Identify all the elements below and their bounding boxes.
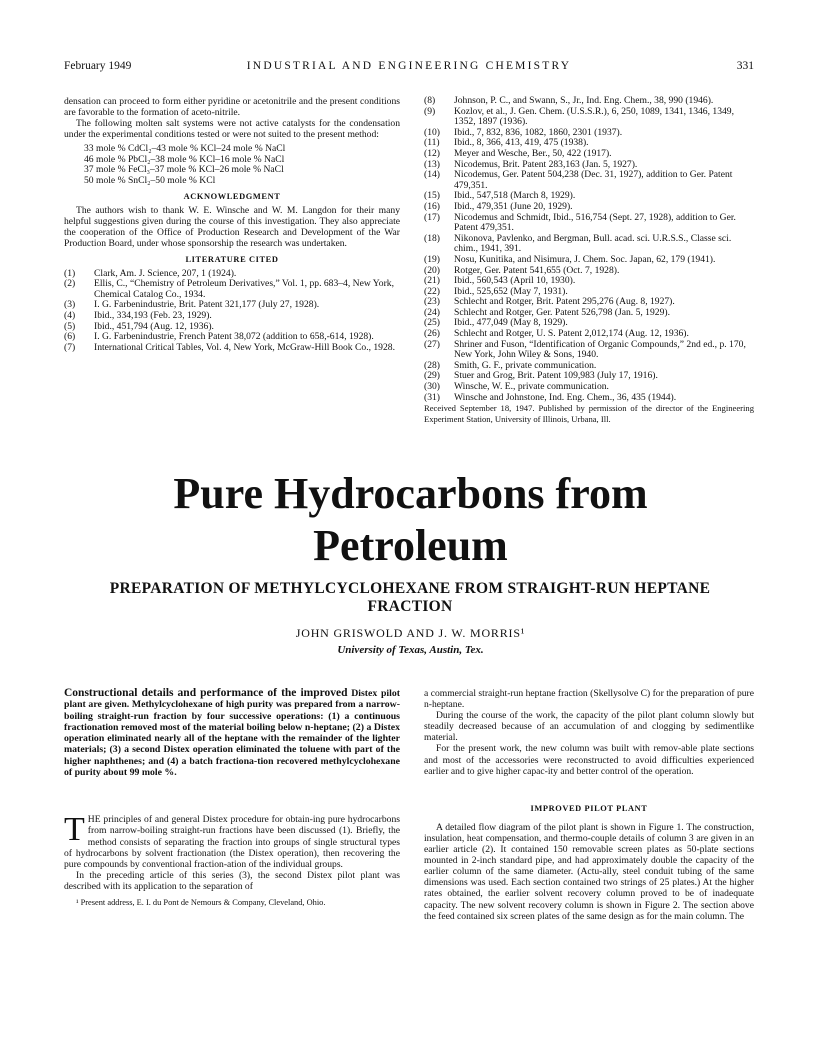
reference-text: Shriner and Fuson, “Identification of Organic Compounds,” 2nd ed., p. 170, New York, John Wiley & Sons, 1940. [454, 338, 746, 361]
reference-text: Ibid., 560,543 (April 10, 1930). [454, 275, 576, 287]
body-paragraph: During the course of the work, the capacity of the pilot plant column slowly but steadily decreased because of an accumulation of and clogging by sedimentlike material. [424, 710, 754, 744]
salt-system: 50 mole % SnCl₂–50 mole % KCl [84, 174, 216, 186]
salt-system: 33 mole % CdCl₂–43 mole % KCl–24 mole % NaCl [84, 143, 286, 155]
reference-number: (23) [424, 296, 440, 308]
reference-number: (5) [64, 320, 76, 332]
reference-number: (27) [424, 338, 440, 350]
reference-item [424, 107, 754, 128]
header-page-number: 331 [736, 60, 754, 72]
intro-body-text: HE principles of and general Distex procedure for obtain-ing pure hydrocarbons from narrow-boiling straight-run fractions have been discussed (1). Briefly, the method consists of separating the fraction into groups of single structural types of hydrocarbons by solvent fractionation (the Distex operation), then recovering the pure compounds by conventional fraction-ation of the individual groups. [64, 814, 400, 870]
reference-text: Johnson, P. C., and Swann, S., Jr., Ind. Eng. Chem., 38, 990 (1946). [454, 95, 714, 106]
article-title-line2: Petroleum [313, 521, 508, 570]
reference-item [424, 393, 754, 404]
salt-system: 46 mole % PbCl₂–38 mole % KCl–16 mole % NaCl [84, 153, 285, 165]
reference-text: Ibid., 334,193 (Feb. 23, 1929). [94, 309, 212, 321]
reference-text: Winsche and Johnstone, Ind. Eng. Chem., 36, 435 (1944). [454, 391, 677, 403]
reference-number: (30) [424, 381, 440, 393]
reference-item [64, 279, 400, 300]
reference-text: Ibid., 479,351 (June 20, 1929). [454, 200, 573, 212]
reference-text: Winsche, W. E., private communication. [454, 381, 609, 393]
header-date: February 1949 [64, 60, 132, 72]
reference-text: Schlecht and Rotger, Brit. Patent 295,276 (Aug. 8, 1927). [454, 296, 675, 308]
reference-number: (3) [64, 299, 76, 311]
reference-number: (12) [424, 147, 440, 159]
reference-text: Ibid., 451,794 (Aug. 12, 1936). [94, 320, 214, 332]
reference-text: Nicodemus, Brit. Patent 283,163 (Jan. 5, 1927). [454, 158, 638, 170]
reference-text: Ibid., 525,652 (May 7, 1931). [454, 285, 568, 297]
reference-text: Nikonova, Pavlenko, and Bergman, Bull. acad. sci. U.R.S.S., Classe sci. chim., 1941, 391. [454, 232, 732, 255]
abstract-body: Distex pilot plant are given. Methylcyclohexane of high purity was prepared from a narrow-boiling straight-run fraction by four successive operations: (1) a continuous fractionation removed most of the material boiling below n-heptane; (2) a Distex operation eliminated nearly all of the heptane with the remainder of the lighter materials; (3) a second Distex operation eliminated the toluene with part of the higher naphthenes; and (4) a batch fractiona-tion recovered methylcyclohexane of purity about 99 mole %. [64, 688, 400, 779]
running-header [64, 60, 754, 80]
reference-number: (13) [424, 158, 440, 170]
reference-text: Stuer and Grog, Brit. Patent 109,983 (July 17, 1916). [454, 370, 658, 382]
reference-text: Clark, Am. J. Science, 207, 1 (1924). [94, 267, 237, 279]
reference-list-left [64, 269, 400, 354]
article-subtitle: PREPARATION OF METHYLCYCLOHEXANE FROM STRAIGHT-RUN HEPTANE FRACTION [109, 580, 711, 615]
reference-number: (20) [424, 264, 440, 276]
reference-text: I. G. Farbenindustrie, French Patent 38,072 (addition to 658,-614, 1928). [94, 331, 374, 343]
footnote: ¹ Present address, E. I. du Pont de Nemours & Company, Cleveland, Ohio. [76, 898, 326, 908]
reference-text: Ibid., 7, 832, 836, 1082, 1860, 2301 (1937). [454, 126, 623, 138]
salt-system: 37 mole % FeCl₃–37 mole % KCl–26 mole % NaCl [84, 164, 284, 176]
reference-item [424, 340, 754, 361]
reference-number: (29) [424, 370, 440, 382]
body-paragraph: A detailed flow diagram of the pilot plant is shown in Figure 1. The construction, insulation, heat compensation, and thermo-couple details of column 3 are given in an earlier article (2). It contained 150 removable screen plates as 50-plate sections mounted in 2-inch standard pipe, and had approximately double the capacity of the earlier column of the same diameter. (Actu-ally, steel conduit tubing of the same dimensions was used. Each section contained two strings of 25 plates.) At the higher rates obtained, the earlier solvent recovery column proved to be of inadequate capacity. The new solvent recovery column is shown in Figure 2. The section above the feed contained six screen plates of the same design as for the main column. The [424, 821, 754, 922]
header-journal: INDUSTRIAL AND ENGINEERING CHEMISTRY [246, 60, 572, 72]
reference-number: (16) [424, 200, 440, 212]
reference-item [424, 170, 754, 191]
literature-cited-heading: LITERATURE CITED [185, 255, 279, 265]
preceding-article-paragraph: In the preceding article of this series (3), the second Distex pilot plant was described with its application to the separation of [64, 869, 400, 892]
reference-text: Schlecht and Rotger, U. S. Patent 2,012,174 (Aug. 12, 1936). [454, 328, 689, 340]
article-affiliation: University of Texas, Austin, Tex. [337, 644, 484, 656]
abstract [64, 688, 400, 778]
article-title-line1: Pure Hydrocarbons from [173, 469, 648, 518]
reference-number: (1) [64, 267, 76, 279]
reference-number: (19) [424, 253, 440, 265]
intro-paragraph-continued: densation can proceed to form either pyridine or acetonitrile and the present conditions are favorable to the formation of aceto-nitrile. [64, 96, 400, 119]
reference-text: Schlecht and Rotger, Ger. Patent 526,798 (Jan. 5, 1929). [454, 306, 670, 318]
reference-item [424, 213, 754, 234]
reference-number: (31) [424, 391, 440, 403]
reference-number: (11) [424, 137, 440, 149]
article-title [0, 468, 821, 572]
reference-number: (8) [424, 95, 436, 106]
bottom-left-column [64, 688, 400, 908]
reference-text: Ibid., 8, 366, 413, 419, 475 (1938). [454, 137, 589, 149]
acknowledgment-text: The authors wish to thank W. E. Winsche and W. M. Langdon for their many helpful suggestions given during the course of this investigation. They also appreciate the cooperation of the Office of Production Research and Development of the War Production Board, under whose sponsorship the research was undertaken. [64, 205, 400, 250]
reference-number: (9) [424, 105, 436, 117]
reference-text: Nicodemus, Ger. Patent 504,238 (Dec. 31, 1927), addition to Ger. Patent 479,351. [454, 169, 733, 191]
reference-text: Kozlov, et al., J. Gen. Chem. (U.S.S.R.), 6, 250, 1089, 1341, 1346, 1349, 1352, 1897 (1936). [454, 105, 734, 128]
reference-number: (21) [424, 275, 440, 287]
top-left-column [64, 96, 400, 353]
reference-number: (17) [424, 211, 440, 223]
reference-number: (10) [424, 126, 440, 138]
salt-systems-list [64, 144, 400, 186]
reference-text: I. G. Farbenindustrie, Brit. Patent 321,177 (July 27, 1928). [94, 299, 320, 311]
reference-number: (22) [424, 285, 440, 297]
reference-number: (26) [424, 328, 440, 340]
reference-number: (28) [424, 359, 440, 371]
reference-number: (15) [424, 190, 440, 202]
intro-paragraph: The following molten salt systems were not active catalysts for the condensation under the experimental conditions tested or were not suited to the present method: [64, 118, 400, 141]
reference-list-right [424, 96, 754, 403]
reference-number: (4) [64, 309, 76, 321]
reference-number: (2) [64, 278, 76, 290]
bottom-right-column [424, 688, 754, 922]
body-paragraph: For the present work, the new column was built with remov-able plate sections and most of the accessories were reconstructed to avoid difficulties experienced earlier and to give higher capac-ity and better control of the operation. [424, 743, 754, 777]
reference-text: Ellis, C., “Chemistry of Petroleum Derivatives,” Vol. 1, pp. 683–4, New York, Chemical Catalog Co., 1934. [94, 278, 394, 300]
reference-item [64, 343, 400, 354]
reference-text: Rotger, Ger. Patent 541,655 (Oct. 7, 1928). [454, 264, 620, 276]
reference-text: Nicodemus and Schmidt, Ibid., 516,754 (Sept. 27, 1928), addition to Ger. Patent 479,351. [454, 211, 736, 234]
body-paragraph: a commercial straight-run heptane fraction (Skellysolve C) for the preparation of pure n-heptane. [424, 688, 754, 711]
reference-number: (18) [424, 232, 440, 244]
reference-text: Nosu, Kunitika, and Nisimura, J. Chem. Soc. Japan, 62, 179 (1941). [454, 253, 716, 265]
abstract-first-line: Constructional details and performance of the improved [64, 687, 348, 699]
drop-cap: T [64, 811, 85, 849]
reference-text: Meyer and Wesche, Ber., 50, 422 (1917). [454, 147, 612, 159]
top-right-column [424, 96, 754, 424]
reference-text: Smith, G. F., private communication. [454, 359, 597, 371]
reference-text: Ibid., 477,049 (May 8, 1929). [454, 317, 568, 329]
reference-number: (14) [424, 169, 440, 181]
acknowledgment-heading: ACKNOWLEDGMENT [183, 192, 281, 201]
reference-number: (24) [424, 306, 440, 318]
intro-body-paragraph [64, 811, 400, 870]
reference-number: (6) [64, 331, 76, 343]
reference-text: International Critical Tables, Vol. 4, New York, McGraw-Hill Book Co., 1928. [94, 341, 395, 353]
received-note: Received September 18, 1947. Published by permission of the director of the Engineering Experiment Station, University of Illinois, Urbana, Ill. [424, 403, 754, 424]
article-authors: JOHN GRISWOLD AND J. W. MORRIS¹ [295, 626, 526, 640]
reference-number: (7) [64, 341, 76, 353]
section-heading: IMPROVED PILOT PLANT [530, 803, 648, 813]
reference-text: Ibid., 547,518 (March 8, 1929). [454, 190, 576, 202]
reference-item [424, 234, 754, 255]
reference-number: (25) [424, 317, 440, 329]
